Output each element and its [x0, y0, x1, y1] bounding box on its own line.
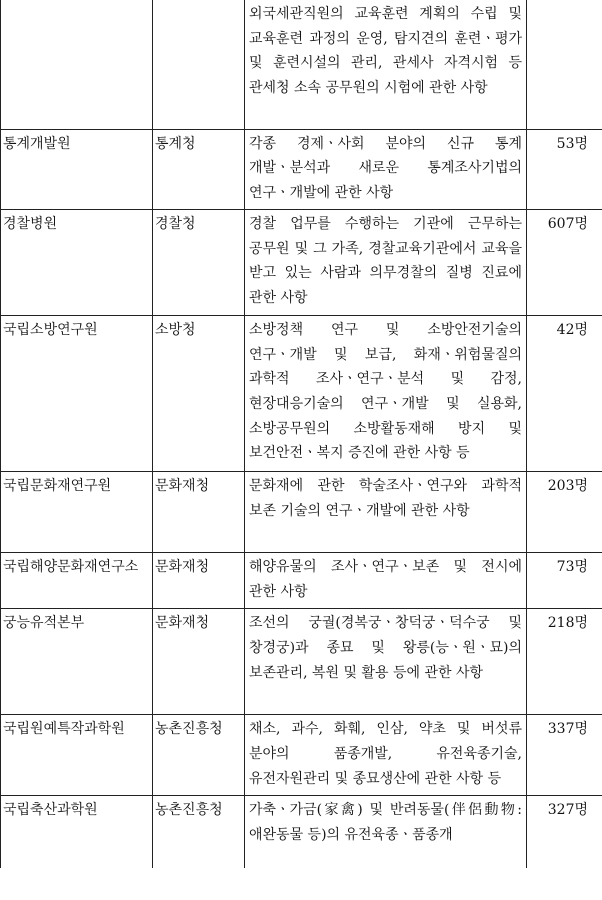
- institution-name: 통계개발원: [1, 129, 153, 210]
- staff-count: 218명: [527, 609, 602, 715]
- duty-description: 조선의 궁궐(경복궁ㆍ창덕궁ㆍ덕수궁 및 창경궁)과 종묘 및 왕릉(능ㆍ원ㆍ묘)의 보존관리, 복원 및 활용 등에 관한 사항: [245, 609, 527, 715]
- staff-count: 53명: [527, 129, 602, 210]
- table-row: [1, 553, 602, 609]
- duty-description: 가축ㆍ가금(家禽) 및 반려동물(伴侶動物: 애완동물 등)의 유전육종ㆍ품종개: [245, 796, 527, 868]
- duty-description: 문화재에 관한 학술조사ㆍ연구와 과학적 보존 기술의 연구ㆍ개발에 관한 사항: [245, 472, 527, 553]
- table-row: [1, 472, 602, 553]
- table-row: [1, 316, 602, 472]
- institution-name: [1, 0, 153, 129]
- parent-agency: 통계청: [153, 129, 245, 210]
- institution-name: 국립원예특작과학원: [1, 715, 153, 796]
- parent-agency: 농촌진흥청: [153, 796, 245, 868]
- table-row: [1, 210, 602, 316]
- parent-agency: [153, 0, 245, 129]
- table-row: [1, 0, 602, 129]
- institution-name: 국립문화재연구원: [1, 472, 153, 553]
- institution-name: 국립해양문화재연구소: [1, 553, 153, 609]
- duty-description: 외국세관직원의 교육훈련 계획의 수립 및 교육훈련 과정의 운영, 탐지견의 훈련ㆍ평가 및 훈련시설의 관리, 관세사 자격시험 등 관세청 소속 공무원의 시험에 관한 사항: [245, 0, 527, 129]
- table-row: [1, 609, 602, 715]
- staff-count: 73명: [527, 553, 602, 609]
- institution-name: 국립축산과학원: [1, 796, 153, 868]
- institution-name: 경찰병원: [1, 210, 153, 316]
- staff-count: 327명: [527, 796, 602, 868]
- institution-name: 국립소방연구원: [1, 316, 153, 472]
- parent-agency: 문화재청: [153, 553, 245, 609]
- duty-description: 채소, 과수, 화훼, 인삼, 약초 및 버섯류 분야의 품종개발, 유전육종기술, 유전자원관리 및 종묘생산에 관한 사항 등: [245, 715, 527, 796]
- duty-description: 경찰 업무를 수행하는 기관에 근무하는 공무원 및 그 가족, 경찰교육기관에서 교육을 받고 있는 사람과 의무경찰의 질병 진료에 관한 사항: [245, 210, 527, 316]
- institution-name: 궁능유적본부: [1, 609, 153, 715]
- staff-count: 203명: [527, 472, 602, 553]
- staff-count: 607명: [527, 210, 602, 316]
- duty-description: 해양유물의 조사ㆍ연구ㆍ보존 및 전시에 관한 사항: [245, 553, 527, 609]
- parent-agency: 문화재청: [153, 609, 245, 715]
- staff-count: 337명: [527, 715, 602, 796]
- staff-count: [527, 0, 602, 129]
- staff-count: 42명: [527, 316, 602, 472]
- duty-description: 소방정책 연구 및 소방안전기술의 연구ㆍ개발 및 보급, 화재ㆍ위험물질의 과학적 조사ㆍ연구ㆍ분석 및 감정, 현장대응기술의 연구ㆍ개발 및 실용화, 소방공무원의 소방활동재해 방지 및 보건안전ㆍ복지 증진에 관한 사항 등: [245, 316, 527, 472]
- parent-agency: 농촌진흥청: [153, 715, 245, 796]
- duty-description: 각종 경제ㆍ사회 분야의 신규 통계 개발ㆍ분석과 새로운 통계조사기법의 연구ㆍ개발에 관한 사항: [245, 129, 527, 210]
- table-row: [1, 715, 602, 796]
- table-row: [1, 129, 602, 210]
- parent-agency: 소방청: [153, 316, 245, 472]
- parent-agency: 경찰청: [153, 210, 245, 316]
- parent-agency: 문화재청: [153, 472, 245, 553]
- table-row: [1, 796, 602, 868]
